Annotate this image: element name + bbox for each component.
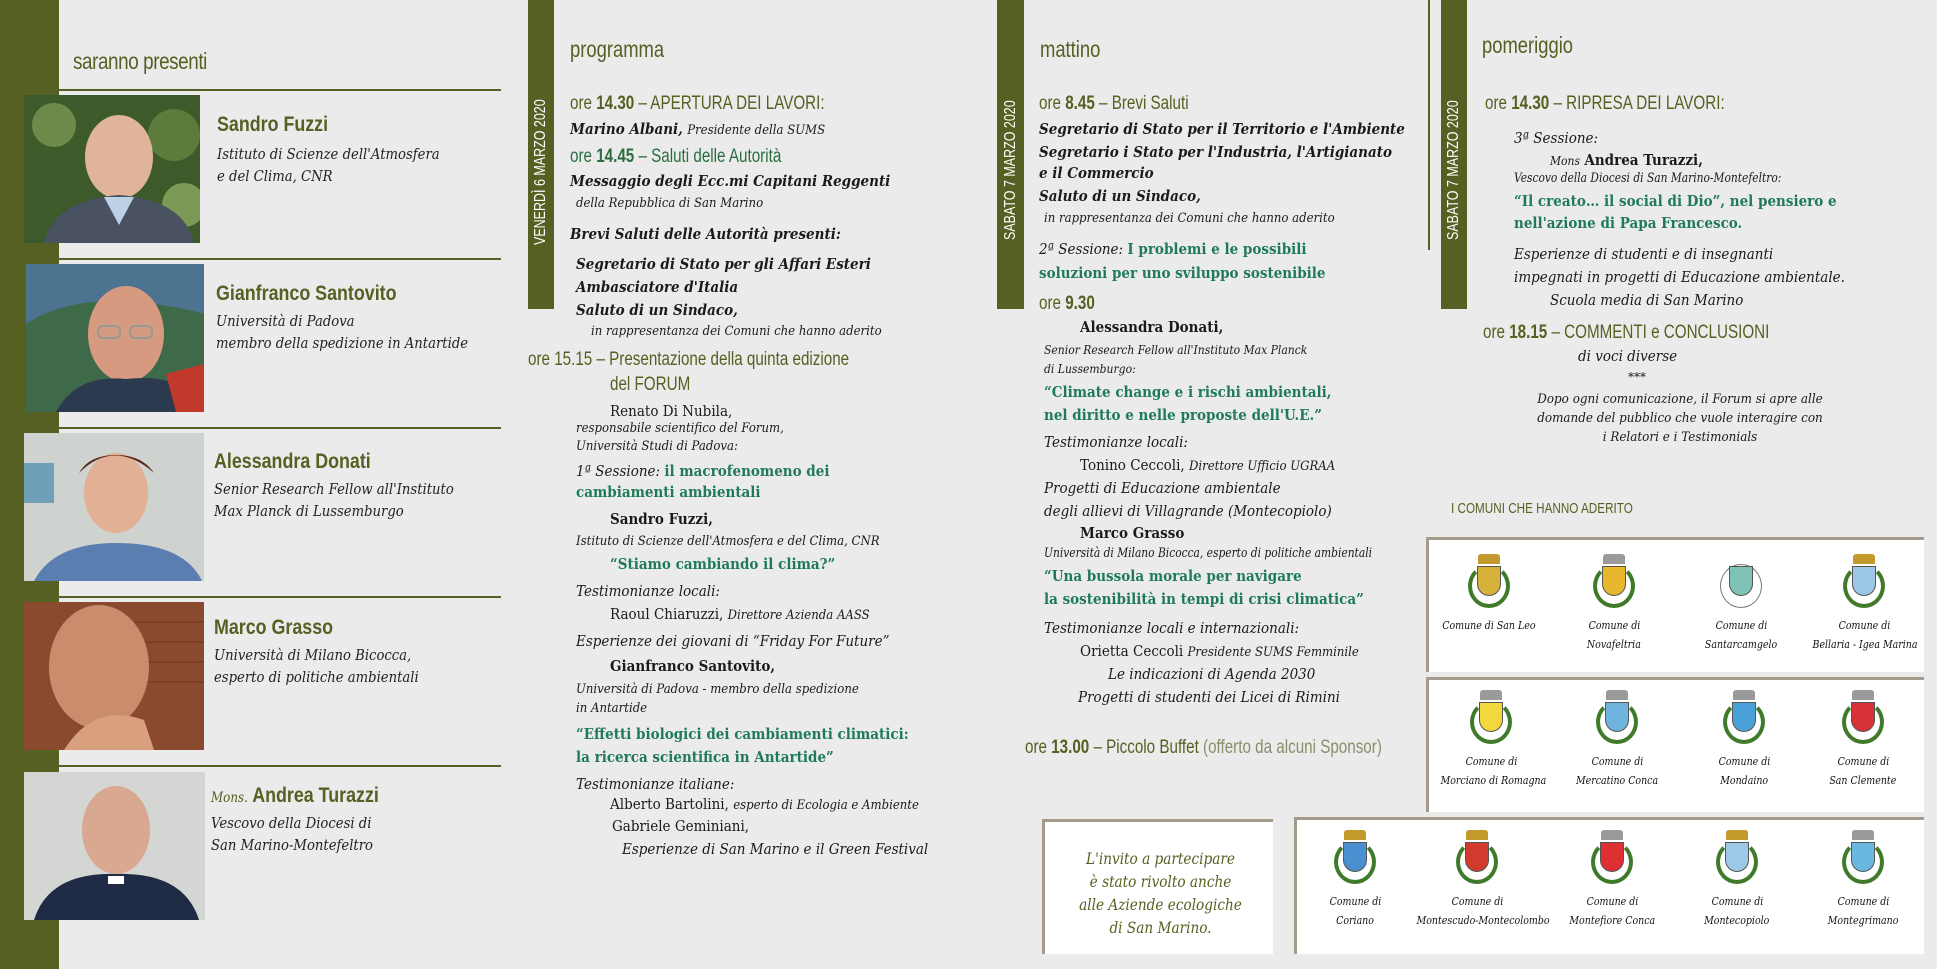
program-line: Saluto di un Sindaco, [1039, 187, 1201, 205]
program-line: Esperienze dei giovani di “Friday For Future” [576, 632, 890, 650]
program-line: Progetti di Educazione ambientale [1044, 479, 1281, 497]
comuni-logos-row [1426, 537, 1924, 672]
date-label: SABATO 7 MARZO 2020 [1002, 100, 1019, 241]
time-heading: ore 18.15 – COMMENTI e CONCLUSIONI [1483, 322, 1770, 343]
speaker-name: Alessandra Donati [214, 450, 371, 473]
session-heading: 2ª Sessione: I problemi e le possibili [1039, 240, 1307, 258]
comune-logo: Comune di Mercatino Conca [1557, 690, 1677, 788]
program-line: Segretario di Stato per gli Affari Esteri [576, 255, 871, 273]
column-rule [1428, 0, 1430, 250]
divider [59, 765, 501, 767]
program-line: Università di Milano Bicocca, esperto di politiche ambientali [1044, 546, 1373, 561]
divider [59, 258, 501, 260]
program-line: impegnati in progetti di Educazione ambientale. [1514, 268, 1845, 286]
program-line: Scuola media di San Marino [1550, 291, 1744, 309]
comune-logo: Comune di San Leo [1429, 554, 1549, 652]
talk-title: “Una bussola morale per navigare [1044, 567, 1302, 585]
comune-logo: Comune di Santarcamgelo [1681, 554, 1801, 652]
separator-stars: *** [1628, 370, 1646, 384]
comune-logo: Comune di Mondaino [1684, 690, 1804, 788]
program-line: Gianfranco Santovito, [610, 657, 776, 675]
talk-title: “Il creato… il social di Dio”, nel pensiero e [1514, 192, 1837, 210]
program-line: Testimonianze locali e internazionali: [1044, 619, 1300, 637]
speaker-photo-grasso [24, 602, 204, 750]
speaker-name: Sandro Fuzzi [217, 113, 329, 136]
program-line: in rappresentanza dei Comuni che hanno aderito [1044, 211, 1335, 226]
speaker-photo-turazzi [24, 772, 205, 920]
invite-line: alle Aziende ecologiche [1079, 896, 1242, 914]
closing-note [1480, 390, 1880, 447]
date-bar-friday [528, 0, 554, 309]
coat-of-arms-icon [1591, 554, 1637, 614]
speaker-affiliation: e del Clima, CNR [217, 167, 333, 185]
program-line: Ambasciatore d'Italia [576, 278, 739, 296]
session-title: soluzioni per uno sviluppo sostenibile [1039, 264, 1326, 282]
speaker-affiliation: Senior Research Fellow all'Instituto [214, 480, 454, 498]
divider [59, 427, 501, 429]
invite-note-box [1042, 819, 1273, 954]
time-heading: ore 14.30 – APERTURA DEI LAVORI: [570, 93, 825, 114]
comune-logo: Comune di Bellaria - Igea Marina [1801, 554, 1927, 652]
speakers-title: saranno presenti [73, 48, 207, 74]
program-line: e il Commercio [1039, 164, 1154, 182]
talk-title: “Climate change e i rischi ambientali, [1044, 383, 1332, 401]
talk-title: la sostenibilità in tempi di crisi climatica” [1044, 590, 1364, 608]
invite-line: L'invito a partecipare [1086, 850, 1235, 868]
section-title-pomeriggio: pomeriggio [1482, 32, 1574, 58]
session-heading: 3ª Sessione: [1514, 129, 1599, 147]
closing-note-line: domande del pubblico che vuole interagire con [1537, 411, 1823, 426]
program-line: di Lussemburgo: [1044, 362, 1136, 376]
coat-of-arms-icon [1454, 830, 1500, 890]
comune-logo: Comune di Morciano di Romagna [1429, 690, 1553, 788]
comune-logo: Comune di Coriano [1305, 830, 1405, 928]
time-heading: ore 14.45 – Saluti delle Autorità [570, 146, 782, 167]
program-line: Sandro Fuzzi, [610, 510, 713, 528]
coat-of-arms-icon [1468, 690, 1514, 750]
time-heading: ore 15.15 – Presentazione della quinta edizione [528, 349, 850, 370]
coat-of-arms-icon [1332, 830, 1378, 890]
program-line: Tonino Ceccoli, Direttore Ufficio UGRAA [1080, 456, 1336, 474]
program-line: Marino Albani, Presidente della SUMS [570, 120, 826, 138]
talk-title: nel diritto e nelle proposte dell'U.E.” [1044, 406, 1323, 424]
time-heading: del FORUM [610, 374, 691, 395]
program-line: Università di Padova - membro della spedizione [576, 682, 859, 697]
program-line: in rappresentanza dei Comuni che hanno aderito [591, 324, 882, 339]
comune-logo: Comune di Montescudo-Montecolombo [1402, 830, 1552, 928]
program-line: Testimonianze locali: [1044, 433, 1188, 451]
speaker-affiliation: Vescovo della Diocesi di [211, 814, 372, 832]
program-line: Messaggio degli Ecc.mi Capitani Reggenti [570, 172, 891, 190]
program-line: degli allievi di Villagrande (Montecopiolo) [1044, 502, 1332, 520]
speaker-photo-santovito [24, 264, 204, 412]
time-heading: ore 8.45 – Brevi Saluti [1039, 93, 1189, 114]
program-line: Mons Andrea Turazzi, [1550, 151, 1703, 169]
closing-note-line: Dopo ogni comunicazione, il Forum si apre alle [1537, 392, 1823, 407]
speaker-affiliation: Max Planck di Lussemburgo [214, 502, 404, 520]
program-line: Esperienze di studenti e di insegnanti [1514, 245, 1774, 263]
speaker-name: Marco Grasso [214, 616, 334, 639]
talk-title: “Effetti biologici dei cambiamenti climatici: [576, 725, 909, 743]
program-line: Segretario di Stato per il Territorio e l'Ambiente [1039, 120, 1405, 138]
program-line: Istituto di Scienze dell'Atmosfera e del Clima, CNR [576, 534, 880, 549]
comune-logo: Comune di Montecopiolo [1677, 830, 1797, 928]
program-line: Esperienze di San Marino e il Green Festival [622, 840, 929, 858]
speaker-affiliation: San Marino-Montefeltro [211, 836, 374, 854]
coat-of-arms-icon [1594, 690, 1640, 750]
talk-title: nell'azione di Papa Francesco. [1514, 214, 1743, 232]
speaker-affiliation: Università di Padova [216, 312, 355, 330]
closing-note-line: i Relatori e i Testimonials [1602, 430, 1758, 445]
speaker-affiliation: Istituto di Scienze dell'Atmosfera [217, 145, 440, 163]
program-line: Orietta Ceccoli Presidente SUMS Femminile [1080, 642, 1359, 660]
program-line: Gabriele Geminiani, [612, 817, 750, 835]
coat-of-arms-icon [1466, 554, 1512, 614]
date-label: SABATO 7 MARZO 2020 [1445, 100, 1462, 241]
time-heading: ore 13.00 – Piccolo Buffet (offerto da alcuni Sponsor) [1025, 737, 1382, 758]
invite-line: di San Marino. [1109, 919, 1212, 937]
coat-of-arms-icon [1840, 690, 1886, 750]
speaker-affiliation: esperto di politiche ambientali [214, 668, 419, 686]
coat-of-arms-icon [1840, 830, 1886, 890]
program-line: Testimonianze locali: [576, 582, 720, 600]
speaker-affiliation: membro della spedizione in Antartide [216, 334, 469, 352]
program-line: Vescovo della Diocesi di San Marino-Montefeltro: [1514, 171, 1782, 186]
coat-of-arms-icon [1714, 830, 1760, 890]
speaker-name: Mons. Andrea Turazzi [211, 784, 379, 807]
divider [59, 596, 501, 598]
program-line: Testimonianze italiane: [576, 775, 735, 793]
comune-logo: Comune di Novafeltria [1554, 554, 1674, 652]
speaker-photo-fuzzi [24, 95, 200, 243]
program-line: Raoul Chiaruzzi, Direttore Azienda AASS [610, 605, 870, 623]
talk-title: la ricerca scientifica in Antartide” [576, 748, 834, 766]
comuni-title: I COMUNI CHE HANNO ADERITO [1451, 500, 1633, 517]
speaker-affiliation: Università di Milano Bicocca, [214, 646, 412, 664]
program-line: Senior Research Fellow all'Instituto Max Planck [1044, 343, 1308, 357]
coat-of-arms-icon [1589, 830, 1635, 890]
speaker-name: Gianfranco Santovito [216, 282, 397, 305]
program-line: Le indicazioni di Agenda 2030 [1108, 665, 1316, 683]
program-line: Brevi Saluti delle Autorità presenti: [570, 225, 841, 243]
session-title: cambiamenti ambientali [576, 483, 761, 501]
program-line: Renato Di Nubila, [610, 402, 733, 420]
session-heading: 1ª Sessione: il macrofenomeno dei [576, 462, 830, 480]
program-line: Alessandra Donati, [1080, 318, 1224, 336]
invite-line: è stato rivolto anche [1089, 873, 1232, 891]
comuni-logos-row [1426, 677, 1924, 812]
date-bar-saturday-morning [998, 0, 1024, 309]
comune-logo: Comune di San Clemente [1803, 690, 1923, 788]
section-title-mattino: mattino [1040, 36, 1101, 62]
date-bar-saturday-afternoon [1441, 0, 1467, 309]
program-line: Saluto di un Sindaco, [576, 301, 738, 319]
comune-logo: Comune di Montegrimano [1803, 830, 1923, 928]
program-line: di voci diverse [1578, 347, 1678, 365]
comune-logo: Comune di Montefiore Conca [1552, 830, 1672, 928]
program-line: Università Studi di Padova: [576, 439, 738, 454]
program-line: Marco Grasso [1080, 524, 1185, 542]
section-title-programma: programma [570, 36, 665, 62]
time-heading: ore 9.30 [1039, 293, 1095, 314]
comuni-logos-row [1294, 817, 1924, 954]
seal-icon [1718, 554, 1764, 614]
coat-of-arms-icon [1721, 690, 1767, 750]
program-line: della Repubblica di San Marino [576, 196, 764, 211]
program-line: Segretario i Stato per l'Industria, l'Artigianato [1039, 143, 1392, 161]
program-line: responsabile scientifico del Forum, [576, 421, 784, 436]
talk-title: “Stiamo cambiando il clima?” [610, 555, 836, 573]
program-line: Alberto Bartolini, esperto di Ecologia e Ambiente [610, 795, 919, 813]
time-heading: ore 14.30 – RIPRESA DEI LAVORI: [1485, 93, 1725, 114]
divider [59, 89, 501, 91]
speaker-photo-donati [24, 433, 204, 581]
date-label: VENERDÌ 6 MARZO 2020 [532, 99, 549, 245]
coat-of-arms-icon [1841, 554, 1887, 614]
program-line: in Antartide [576, 701, 648, 716]
program-line: Progetti di studenti dei Licei di Rimini [1078, 688, 1340, 706]
